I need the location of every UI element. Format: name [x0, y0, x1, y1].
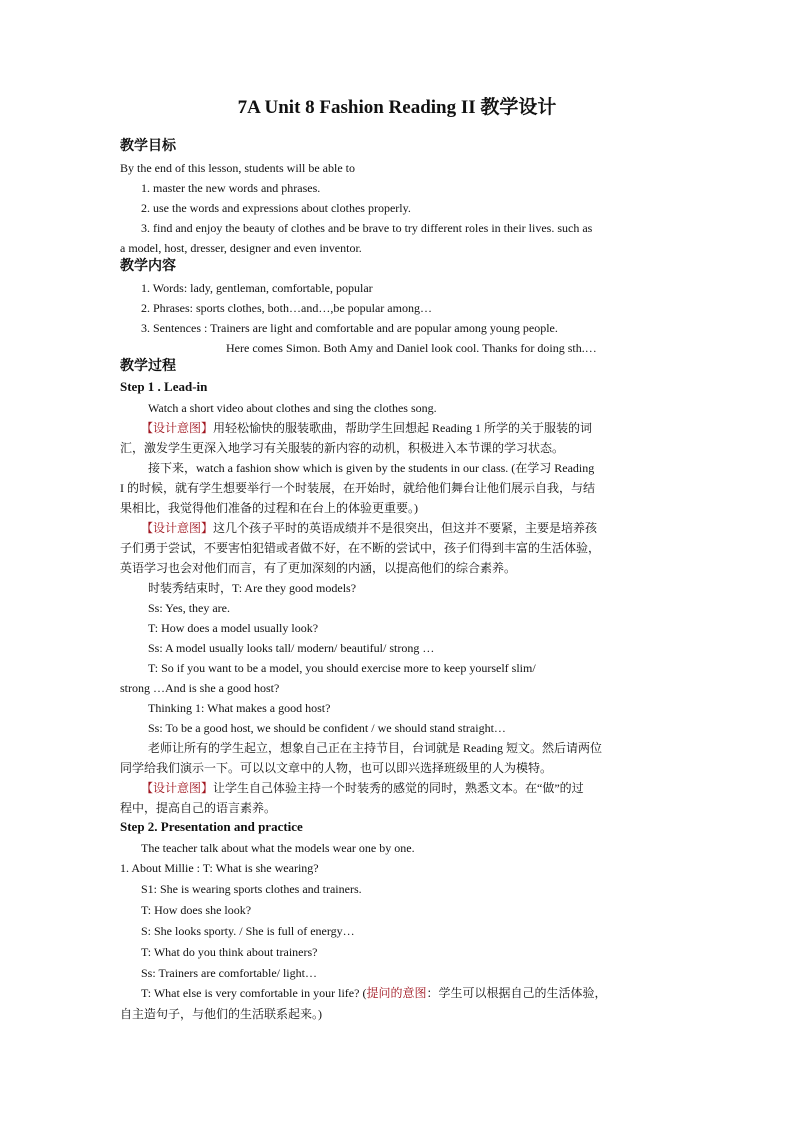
step1-line [141, 520, 597, 536]
step1-line: 时装秀结束时，T: Are they good models? [148, 581, 357, 595]
design-intent-tag: 【设计意图】 [141, 781, 214, 795]
step2-line: 1. About Millie : T: What is she wearing? [120, 861, 319, 875]
design-intent-text: 这几个孩子平时的英语成绩并不是很突出，但这并不要紧，主要是培养孩 [213, 521, 598, 535]
question-intent-tag: 提问的意图 [366, 986, 427, 1000]
step2-line: S: She looks sporty. / She is full of energy… [141, 924, 355, 938]
step2-line: T: What do you think about trainers? [141, 945, 318, 959]
objectives-heading: 教学目标 [120, 138, 176, 154]
step1-line: 果相比，我觉得他们准备的过程和在台上的体验更重要。) [120, 501, 418, 515]
objective-3a: 3. find and enjoy the beauty of clothes and be brave to try different roles in their lives. such as [141, 221, 593, 235]
content-sentences-cont: Here comes Simon. Both Amy and Daniel look cool. Thanks for doing sth.… [226, 341, 597, 355]
step1-line: 程中，提高自己的语言素养。 [120, 801, 277, 815]
step2-line: 自主造句子，与他们的生活联系起来。) [120, 1007, 322, 1021]
step2-line: Ss: Trainers are comfortable/ light… [141, 966, 317, 980]
objectives-intro: By the end of this lesson, students will be able to [120, 161, 355, 175]
step2-line: T: How does she look? [141, 903, 252, 917]
step1-line: Thinking 1: What makes a good host? [148, 701, 331, 715]
objective-1: 1. master the new words and phrases. [141, 181, 321, 195]
question-intent-text: ：学生可以根据自己的生活体验， [426, 986, 607, 1000]
step1-line: Ss: To be a good host, we should be confident / we should stand straight… [148, 721, 506, 735]
step1-line: Ss: Yes, they are. [148, 601, 231, 615]
content-phrases: 2. Phrases: sports clothes, both…and…,be popular among… [141, 301, 432, 315]
document-title: 7A Unit 8 Fashion Reading II 教学设计 [237, 97, 557, 118]
step1-line: 英语学习也会对他们而言，有了更加深刻的内涵，以提高他们的综合素养。 [120, 561, 517, 575]
step1-line: 汇，激发学生更深入地学习有关服装的新内容的动机，积极进入本节课的学习状态。 [120, 441, 565, 455]
step1-line: 接下来，watch a fashion show which is given by the students in our class. (在学习 Reading [148, 461, 595, 475]
step1-line: T: So if you want to be a model, you should exercise more to keep yourself slim/ [148, 661, 536, 675]
content-sentences: 3. Sentences : Trainers are light and comfortable and are popular among young people. [141, 321, 558, 335]
content-words: 1. Words: lady, gentleman, comfortable, popular [141, 281, 373, 295]
design-intent-tag: 【设计意图】 [141, 521, 214, 535]
step1-line: Ss: A model usually looks tall/ modern/ beautiful/ strong … [148, 641, 435, 655]
step1-line: T: How does a model usually look? [148, 621, 319, 635]
step1-line [141, 420, 592, 436]
step1-line: 同学给我们演示一下。可以以文章中的人物，也可以即兴选择班级里的人为模特。 [120, 761, 553, 775]
design-intent-text: 让学生自己体验主持一个时装秀的感觉的同时，熟悉文本。在“做”的过 [213, 781, 584, 795]
content-heading: 教学内容 [120, 258, 176, 274]
question-text: T: What else is very comfortable in your life? ( [141, 986, 367, 1000]
step1-line: strong …And is she a good host? [120, 681, 280, 695]
step2-heading: Step 2. Presentation and practice [120, 819, 303, 834]
objective-3b: a model, host, dresser, designer and even inventor. [120, 241, 362, 255]
objective-2: 2. use the words and expressions about clothes properly. [141, 201, 411, 215]
step2-line [141, 985, 606, 1001]
design-intent-text: 用轻松愉快的服装歌曲，帮助学生回想起 Reading 1 所学的关于服装的词 [213, 421, 593, 435]
step1-line: 子们勇于尝试，不要害怕犯错或者做不好，在不断的尝试中，孩子们得到丰富的生活体验， [120, 541, 601, 555]
process-heading: 教学过程 [120, 358, 176, 374]
step1-heading: Step 1 . Lead-in [120, 379, 208, 394]
step2-line: The teacher talk about what the models wear one by one. [141, 841, 415, 855]
step1-line: I 的时候，就有学生想要举行一个时装展，在开始时，就给他们舞台让他们展示自我，与结 [120, 481, 595, 495]
step2-line: S1: She is wearing sports clothes and trainers. [141, 882, 362, 896]
step1-line: 老师让所有的学生起立，想象自己正在主持节目，台词就是 Reading 短文。然后请两位 [148, 741, 602, 755]
step1-line: Watch a short video about clothes and sing the clothes song. [148, 401, 437, 415]
design-intent-tag: 【设计意图】 [141, 421, 214, 435]
step1-line [141, 780, 584, 796]
